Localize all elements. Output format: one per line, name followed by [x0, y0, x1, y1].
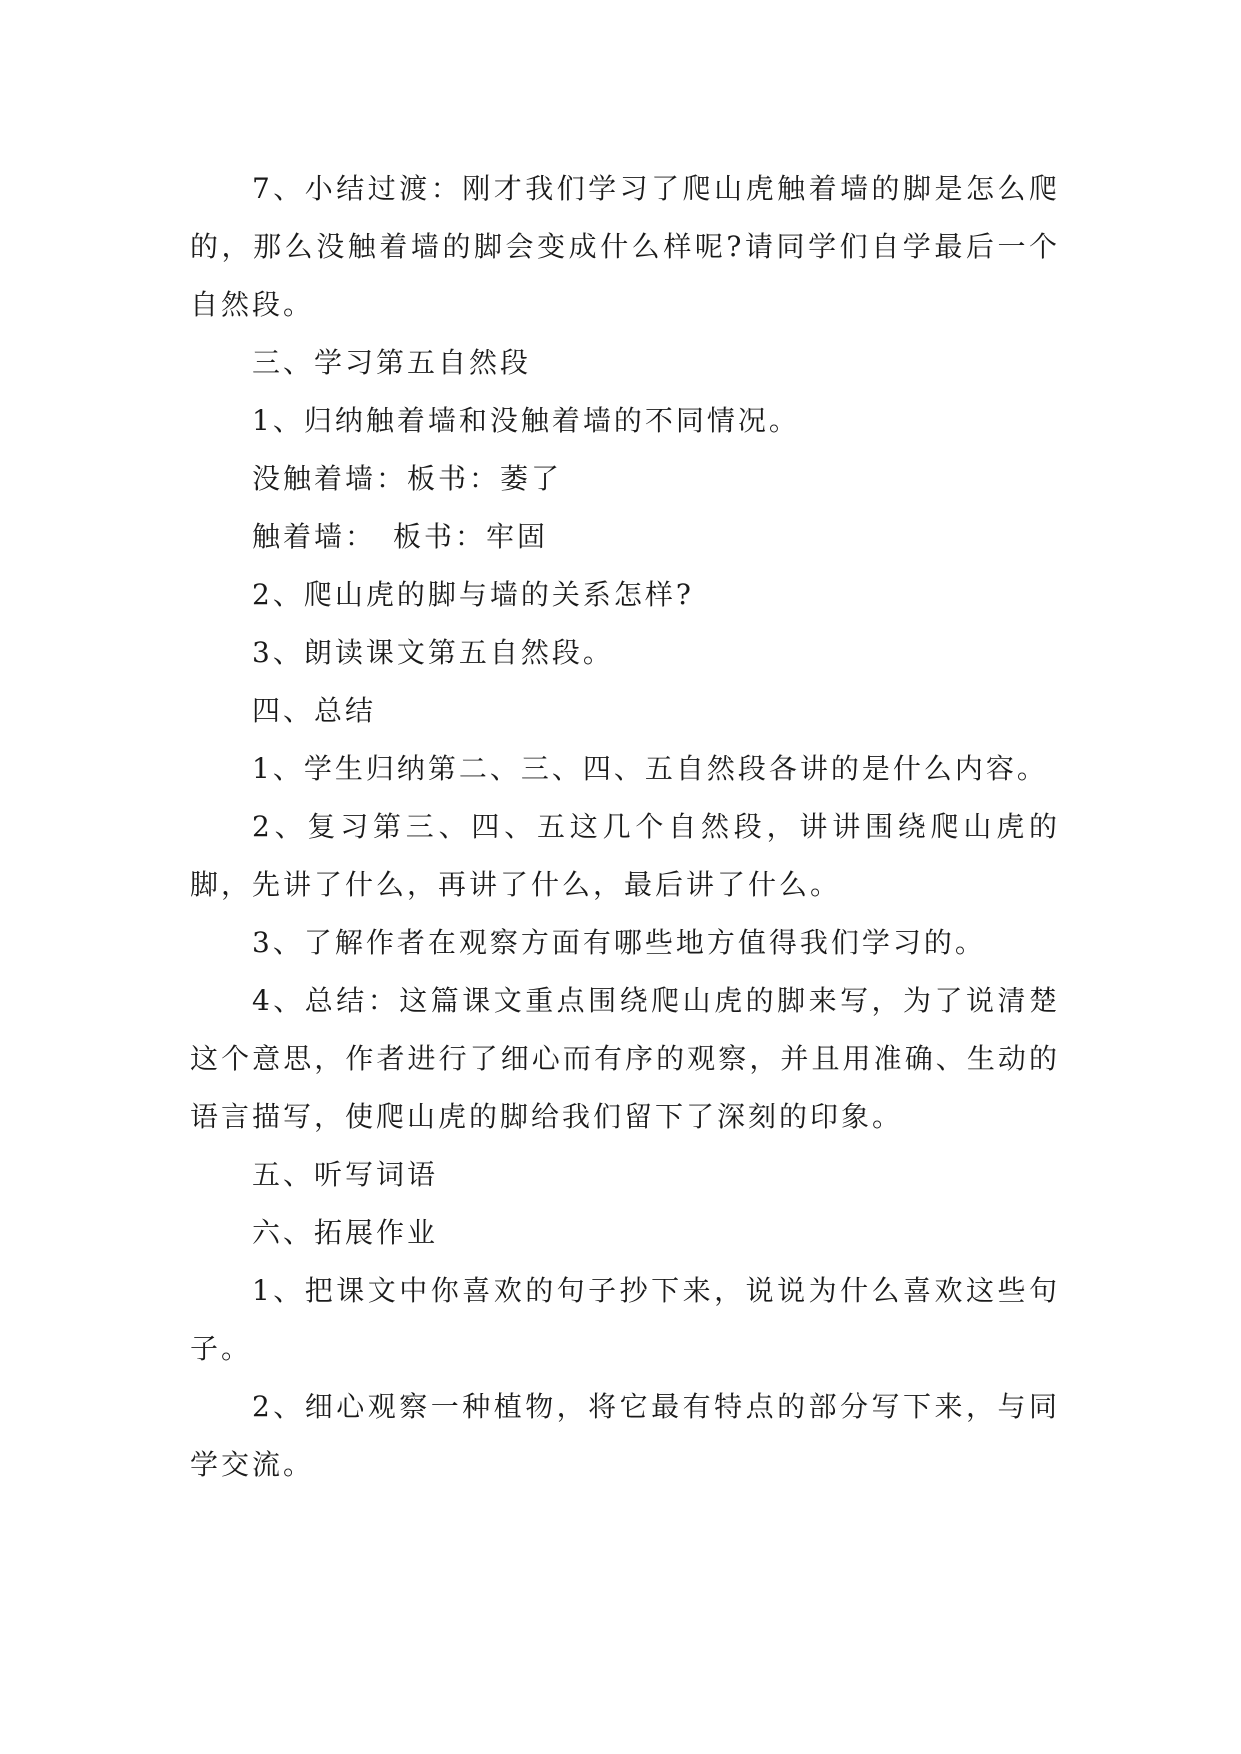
paragraph-homework-2: 2、细心观察一种植物，将它最有特点的部分写下来，与同学交流。 — [190, 1390, 1060, 1481]
paragraph-summary-1: 1、学生归纳第二、三、四、五自然段各讲的是什么内容。 — [252, 752, 1048, 785]
paragraph-homework-1: 1、把课文中你喜欢的句子抄下来，说说为什么喜欢这些句子。 — [190, 1274, 1060, 1365]
paragraph-step-1: 1、归纳触着墙和没触着墙的不同情况。 — [252, 404, 800, 437]
paragraph-summary-3: 3、了解作者在观察方面有哪些地方值得我们学习的。 — [252, 926, 986, 959]
paragraph-step-3: 3、朗读课文第五自然段。 — [252, 636, 614, 669]
heading-section-six: 六、拓展作业 — [252, 1216, 439, 1249]
heading-section-five: 五、听写词语 — [252, 1158, 439, 1191]
paragraph-summary-2: 2、复习第三、四、五这几个自然段，讲讲围绕爬山虎的脚，先讲了什么，再讲了什么，最后讲了什么。 — [190, 810, 1060, 901]
heading-section-four: 四、总结 — [252, 694, 377, 727]
paragraph-board-touching: 触着墙： 板书：牢固 — [252, 520, 549, 553]
paragraph-summary-transition: 7、小结过渡：刚才我们学习了爬山虎触着墙的脚是怎么爬的，那么没触着墙的脚会变成什么样呢?请同学们自学最后一个自然段。 — [190, 172, 1060, 321]
paragraph-step-2: 2、爬山虎的脚与墙的关系怎样? — [252, 578, 694, 611]
paragraph-board-not-touching: 没触着墙：板书：萎了 — [252, 462, 563, 495]
paragraph-summary-4: 4、总结：这篇课文重点围绕爬山虎的脚来写，为了说清楚这个意思，作者进行了细心而有序的观察，并且用准确、生动的语言描写，使爬山虎的脚给我们留下了深刻的印象。 — [190, 984, 1060, 1133]
heading-section-three: 三、学习第五自然段 — [252, 346, 532, 379]
document-body — [190, 160, 1060, 1494]
